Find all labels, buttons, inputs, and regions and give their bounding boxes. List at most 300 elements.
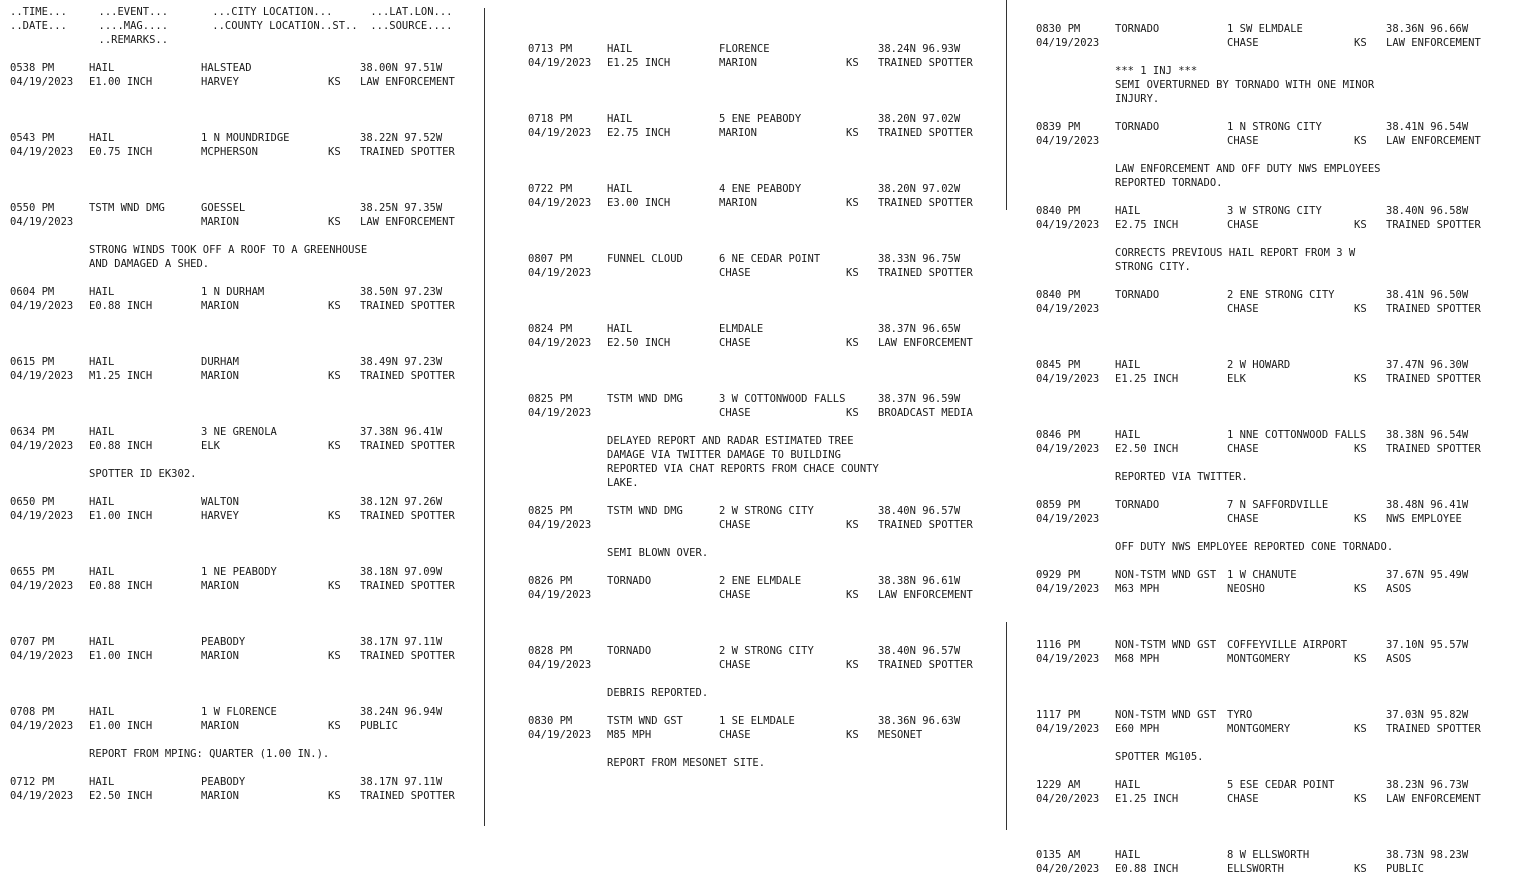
report-time: 0722 PM	[528, 183, 573, 195]
report-event: TSTM WND GST	[607, 715, 683, 727]
report-source: ASOS	[1386, 583, 1412, 595]
report-city-location: 1 N DURHAM	[201, 286, 265, 298]
report-city-location: 1 SW ELMDALE	[1227, 23, 1303, 35]
report-latlon: 37.67N 95.49W	[1386, 569, 1469, 581]
storm-report-entry	[10, 495, 480, 535]
report-remark-line: STRONG CITY.	[1115, 261, 1191, 273]
report-date: 04/19/2023	[10, 790, 74, 802]
report-magnitude: E2.75 INCH	[607, 127, 671, 139]
report-magnitude: E0.88 INCH	[1115, 863, 1179, 875]
report-county: CHASE	[719, 267, 751, 279]
report-magnitude: E1.00 INCH	[89, 650, 153, 662]
report-latlon: 37.03N 95.82W	[1386, 709, 1469, 721]
report-county: ELK	[201, 440, 220, 452]
report-date: 04/19/2023	[528, 519, 592, 531]
report-source: PUBLIC	[360, 720, 398, 732]
report-time: 0718 PM	[528, 113, 573, 125]
report-time: 0828 PM	[528, 645, 573, 657]
report-remark-line: AND DAMAGED A SHED.	[89, 258, 210, 270]
report-date: 04/19/2023	[528, 267, 592, 279]
report-source: TRAINED SPOTTER	[1386, 303, 1481, 315]
report-state: KS	[328, 370, 341, 382]
report-state: KS	[1354, 135, 1367, 147]
report-city-location: ELMDALE	[719, 323, 764, 335]
report-magnitude: E0.88 INCH	[89, 440, 153, 452]
report-time: 0707 PM	[10, 636, 55, 648]
report-magnitude: E1.00 INCH	[89, 720, 153, 732]
report-time: 0655 PM	[10, 566, 55, 578]
report-city-location: 1 SE ELMDALE	[719, 715, 795, 727]
storm-report-entry	[1036, 428, 1506, 483]
report-date: 04/19/2023	[1036, 443, 1100, 455]
report-date: 04/19/2023	[528, 659, 592, 671]
storm-report-entry	[528, 714, 998, 769]
report-state: KS	[328, 510, 341, 522]
report-event: HAIL	[607, 183, 633, 195]
report-source: TRAINED SPOTTER	[360, 510, 455, 522]
report-magnitude: E0.88 INCH	[89, 580, 153, 592]
report-city-location: COFFEYVILLE AIRPORT	[1227, 639, 1348, 651]
report-city-location: PEABODY	[201, 776, 246, 788]
report-date: 04/19/2023	[528, 127, 592, 139]
report-date: 04/19/2023	[528, 197, 592, 209]
report-magnitude: M68 MPH	[1115, 653, 1160, 665]
report-state: KS	[846, 267, 859, 279]
report-county: CHASE	[1227, 443, 1259, 455]
report-date: 04/19/2023	[1036, 373, 1100, 385]
report-source: LAW ENFORCEMENT	[1386, 793, 1481, 805]
storm-report-entry	[1036, 120, 1506, 189]
report-event: HAIL	[607, 323, 633, 335]
storm-report-entry	[10, 425, 480, 480]
report-date: 04/19/2023	[528, 337, 592, 349]
report-date: 04/19/2023	[1036, 303, 1100, 315]
report-remark-line: SEMI BLOWN OVER.	[607, 547, 709, 559]
report-county: ELK	[1227, 373, 1246, 385]
report-event: NON-TSTM WND GST	[1115, 709, 1217, 721]
report-time: 0713 PM	[528, 43, 573, 55]
report-source: TRAINED SPOTTER	[878, 127, 973, 139]
report-remark-line: *** 1 INJ ***	[1115, 65, 1198, 77]
storm-report-entry	[10, 705, 480, 760]
report-date: 04/19/2023	[10, 146, 74, 158]
report-magnitude: E1.00 INCH	[89, 76, 153, 88]
report-city-location: 5 ENE PEABODY	[719, 113, 802, 125]
storm-report-entry	[1036, 848, 1506, 888]
report-state: KS	[846, 729, 859, 741]
report-source: LAW ENFORCEMENT	[878, 337, 973, 349]
report-latlon: 38.41N 96.54W	[1386, 121, 1469, 133]
report-source: TRAINED SPOTTER	[878, 57, 973, 69]
report-event: TORNADO	[607, 575, 652, 587]
report-county: CHASE	[1227, 793, 1259, 805]
report-latlon: 38.20N 97.02W	[878, 183, 961, 195]
report-latlon: 38.25N 97.35W	[360, 202, 443, 214]
report-source: PUBLIC	[1386, 863, 1424, 875]
report-state: KS	[846, 407, 859, 419]
report-source: MESONET	[878, 729, 923, 741]
report-date: 04/19/2023	[1036, 723, 1100, 735]
report-remark-line: DEBRIS REPORTED.	[607, 687, 709, 699]
report-latlon: 37.10N 95.57W	[1386, 639, 1469, 651]
report-city-location: 2 ENE ELMDALE	[719, 575, 802, 587]
storm-report-entry	[10, 635, 480, 675]
report-time: 1117 PM	[1036, 709, 1081, 721]
storm-report-entry	[528, 182, 998, 222]
report-state: KS	[846, 57, 859, 69]
report-latlon: 38.36N 96.63W	[878, 715, 961, 727]
report-time: 0543 PM	[10, 132, 55, 144]
report-county: MARION	[719, 57, 757, 69]
report-source: TRAINED SPOTTER	[360, 650, 455, 662]
report-date: 04/19/2023	[1036, 37, 1100, 49]
report-source: NWS EMPLOYEE	[1386, 513, 1462, 525]
report-county: MARION	[719, 197, 757, 209]
storm-report-entry	[1036, 708, 1506, 763]
report-date: 04/19/2023	[10, 440, 74, 452]
report-latlon: 37.47N 96.30W	[1386, 359, 1469, 371]
report-event: HAIL	[1115, 359, 1141, 371]
storm-report-entry	[1036, 638, 1506, 678]
report-latlon: 38.22N 97.52W	[360, 132, 443, 144]
report-remark-line: DELAYED REPORT AND RADAR ESTIMATED TREE	[607, 435, 854, 447]
report-city-location: 2 W STRONG CITY	[719, 505, 814, 517]
report-time: 0845 PM	[1036, 359, 1081, 371]
report-source: LAW ENFORCEMENT	[1386, 135, 1481, 147]
report-state: KS	[1354, 513, 1367, 525]
report-city-location: 2 W HOWARD	[1227, 359, 1291, 371]
report-city-location: 1 N STRONG CITY	[1227, 121, 1322, 133]
report-state: KS	[328, 580, 341, 592]
report-latlon: 38.00N 97.51W	[360, 62, 443, 74]
report-date: 04/19/2023	[10, 300, 74, 312]
report-county: CHASE	[1227, 513, 1259, 525]
report-county: CHASE	[719, 337, 751, 349]
report-state: KS	[1354, 219, 1367, 231]
report-date: 04/19/2023	[528, 729, 592, 741]
report-county: MCPHERSON	[201, 146, 258, 158]
report-event: HAIL	[1115, 205, 1141, 217]
report-time: 0859 PM	[1036, 499, 1081, 511]
report-latlon: 38.40N 96.58W	[1386, 205, 1469, 217]
report-county: HARVEY	[201, 510, 239, 522]
report-state: KS	[328, 720, 341, 732]
report-date: 04/19/2023	[10, 650, 74, 662]
storm-report-entry	[528, 574, 998, 614]
report-state: KS	[1354, 443, 1367, 455]
report-city-location: 2 W STRONG CITY	[719, 645, 814, 657]
report-source: TRAINED SPOTTER	[878, 197, 973, 209]
report-state: KS	[328, 790, 341, 802]
report-date: 04/19/2023	[1036, 583, 1100, 595]
report-time: 0825 PM	[528, 393, 573, 405]
report-date: 04/19/2023	[528, 589, 592, 601]
report-source: LAW ENFORCEMENT	[1386, 37, 1481, 49]
report-time: 0824 PM	[528, 323, 573, 335]
report-city-location: 1 W FLORENCE	[201, 706, 277, 718]
report-source: LAW ENFORCEMENT	[360, 216, 455, 228]
report-event: NON-TSTM WND GST	[1115, 639, 1217, 651]
report-source: LAW ENFORCEMENT	[878, 589, 973, 601]
report-time: 0929 PM	[1036, 569, 1081, 581]
report-time: 0826 PM	[528, 575, 573, 587]
report-date: 04/19/2023	[10, 370, 74, 382]
report-event: TSTM WND DMG	[607, 505, 683, 517]
report-magnitude: M63 MPH	[1115, 583, 1160, 595]
report-city-location: 7 N SAFFORDVILLE	[1227, 499, 1329, 511]
report-time: 0615 PM	[10, 356, 55, 368]
report-city-location: 3 NE GRENOLA	[201, 426, 277, 438]
report-county: CHASE	[719, 729, 751, 741]
report-county: MARION	[201, 650, 239, 662]
report-latlon: 38.48N 96.41W	[1386, 499, 1469, 511]
report-state: KS	[846, 659, 859, 671]
report-event: HAIL	[89, 706, 115, 718]
storm-report-entry	[528, 644, 998, 699]
report-event: TORNADO	[1115, 289, 1160, 301]
report-source: TRAINED SPOTTER	[878, 659, 973, 671]
storm-report-entry	[528, 392, 998, 489]
report-source: BROADCAST MEDIA	[878, 407, 973, 419]
report-state: KS	[328, 146, 341, 158]
report-latlon: 38.24N 96.93W	[878, 43, 961, 55]
report-source: TRAINED SPOTTER	[878, 519, 973, 531]
report-source: TRAINED SPOTTER	[1386, 443, 1481, 455]
report-county: CHASE	[719, 589, 751, 601]
report-magnitude: E2.50 INCH	[607, 337, 671, 349]
report-county: MARION	[719, 127, 757, 139]
report-city-location: DURHAM	[201, 356, 239, 368]
report-remark-line: REPORTED VIA TWITTER.	[1115, 471, 1248, 483]
report-remark-line: LAW ENFORCEMENT AND OFF DUTY NWS EMPLOYEES	[1115, 163, 1381, 175]
report-date: 04/19/2023	[10, 76, 74, 88]
report-latlon: 38.38N 96.61W	[878, 575, 961, 587]
report-date: 04/20/2023	[1036, 863, 1100, 875]
report-city-location: 1 NNE COTTONWOOD FALLS	[1227, 429, 1367, 441]
report-remark-line: REPORTED TORNADO.	[1115, 177, 1223, 189]
report-date: 04/19/2023	[10, 216, 74, 228]
report-event: NON-TSTM WND GST	[1115, 569, 1217, 581]
report-date: 04/19/2023	[1036, 219, 1100, 231]
report-remark-line: SPOTTER ID EK302.	[89, 468, 197, 480]
report-source: TRAINED SPOTTER	[360, 300, 455, 312]
report-magnitude: E1.00 INCH	[89, 510, 153, 522]
column-divider-2b	[1006, 622, 1007, 830]
report-magnitude: E3.00 INCH	[607, 197, 671, 209]
report-city-location: 6 NE CEDAR POINT	[719, 253, 821, 265]
report-city-location: TYRO	[1227, 709, 1253, 721]
report-event: TORNADO	[607, 645, 652, 657]
storm-report-entry	[1036, 778, 1506, 818]
storm-report-entry	[1036, 498, 1506, 553]
report-remark-line: REPORT FROM MPING: QUARTER (1.00 IN.).	[89, 748, 330, 760]
report-magnitude: E1.25 INCH	[607, 57, 671, 69]
report-latlon: 38.41N 96.50W	[1386, 289, 1469, 301]
report-event: HAIL	[607, 43, 633, 55]
report-time: 0650 PM	[10, 496, 55, 508]
report-time: 0604 PM	[10, 286, 55, 298]
report-event: HAIL	[89, 62, 115, 74]
report-source: TRAINED SPOTTER	[1386, 219, 1481, 231]
report-source: TRAINED SPOTTER	[360, 580, 455, 592]
report-state: KS	[846, 519, 859, 531]
storm-report-entry	[1036, 288, 1506, 328]
storm-report-entry	[528, 322, 998, 362]
report-time: 0825 PM	[528, 505, 573, 517]
report-event: HAIL	[1115, 429, 1141, 441]
report-remark-line: STRONG WINDS TOOK OFF A ROOF TO A GREENHOUSE	[89, 244, 368, 256]
report-county: HARVEY	[201, 76, 239, 88]
report-magnitude: E0.75 INCH	[89, 146, 153, 158]
report-latlon: 38.24N 96.94W	[360, 706, 443, 718]
report-magnitude: E0.88 INCH	[89, 300, 153, 312]
report-latlon: 38.18N 97.09W	[360, 566, 443, 578]
report-county: MARION	[201, 300, 239, 312]
report-latlon: 38.17N 97.11W	[360, 636, 443, 648]
report-county: CHASE	[719, 407, 751, 419]
report-county: CHASE	[1227, 303, 1259, 315]
report-magnitude: M1.25 INCH	[89, 370, 153, 382]
storm-report-entry	[1036, 22, 1506, 105]
report-event: TORNADO	[1115, 499, 1160, 511]
storm-report-entry	[1036, 204, 1506, 273]
report-source: TRAINED SPOTTER	[360, 790, 455, 802]
report-date: 04/19/2023	[1036, 135, 1100, 147]
report-latlon: 38.49N 97.23W	[360, 356, 443, 368]
report-time: 0634 PM	[10, 426, 55, 438]
report-city-location: 3 W COTTONWOOD FALLS	[719, 393, 846, 405]
report-state: KS	[1354, 863, 1367, 875]
report-time: 0708 PM	[10, 706, 55, 718]
storm-report-entry	[10, 61, 480, 101]
report-magnitude: E2.75 INCH	[1115, 219, 1179, 231]
storm-report-entry	[10, 131, 480, 171]
storm-report-entry	[10, 355, 480, 395]
report-state: KS	[1354, 723, 1367, 735]
report-city-location: GOESSEL	[201, 202, 246, 214]
column-divider-2	[1006, 0, 1007, 210]
header-line-2: ..DATE... ....MAG.... ..COUNTY LOCATION..ST.. ...SOURCE....	[10, 20, 453, 32]
header-line-1: ..TIME... ...EVENT... ...CITY LOCATION... ...LAT.LON...	[10, 6, 453, 18]
report-city-location: 5 ESE CEDAR POINT	[1227, 779, 1335, 791]
report-state: KS	[1354, 373, 1367, 385]
report-remark-line: DAMAGE VIA TWITTER DAMAGE TO BUILDING	[607, 449, 841, 461]
report-county: CHASE	[1227, 219, 1259, 231]
report-city-location: 1 W CHANUTE	[1227, 569, 1297, 581]
report-time: 0846 PM	[1036, 429, 1081, 441]
report-state: KS	[846, 589, 859, 601]
report-remark-line: REPORTED VIA CHAT REPORTS FROM CHACE COUNTY	[607, 463, 879, 475]
report-county: MONTGOMERY	[1227, 653, 1291, 665]
report-date: 04/20/2023	[1036, 793, 1100, 805]
report-city-location: 3 W STRONG CITY	[1227, 205, 1322, 217]
report-county: MARION	[201, 216, 239, 228]
report-county: CHASE	[1227, 135, 1259, 147]
header-line-3: ..REMARKS..	[10, 34, 169, 46]
report-source: LAW ENFORCEMENT	[360, 76, 455, 88]
report-city-location: WALTON	[201, 496, 239, 508]
report-event: FUNNEL CLOUD	[607, 253, 683, 265]
report-latlon: 38.12N 97.26W	[360, 496, 443, 508]
report-state: KS	[328, 300, 341, 312]
report-state: KS	[1354, 303, 1367, 315]
storm-report-entry	[10, 565, 480, 605]
report-state: KS	[1354, 653, 1367, 665]
report-source: TRAINED SPOTTER	[1386, 373, 1481, 385]
report-latlon: 38.37N 96.59W	[878, 393, 961, 405]
report-date: 04/19/2023	[10, 510, 74, 522]
report-county: MONTGOMERY	[1227, 723, 1291, 735]
report-event: HAIL	[607, 113, 633, 125]
storm-report-entry	[528, 112, 998, 152]
report-city-location: HALSTEAD	[201, 62, 252, 74]
report-remark-line: INJURY.	[1115, 93, 1160, 105]
report-latlon: 38.17N 97.11W	[360, 776, 443, 788]
report-latlon: 38.37N 96.65W	[878, 323, 961, 335]
report-event: HAIL	[1115, 849, 1141, 861]
report-latlon: 38.73N 98.23W	[1386, 849, 1469, 861]
report-date: 04/19/2023	[528, 407, 592, 419]
report-latlon: 38.38N 96.54W	[1386, 429, 1469, 441]
storm-report-entry	[1036, 568, 1506, 608]
report-time: 0830 PM	[528, 715, 573, 727]
report-city-location: 1 N MOUNDRIDGE	[201, 132, 290, 144]
report-time: 0712 PM	[10, 776, 55, 788]
report-magnitude: E2.50 INCH	[89, 790, 153, 802]
report-event: TORNADO	[1115, 23, 1160, 35]
report-event: HAIL	[89, 636, 115, 648]
report-county: MARION	[201, 370, 239, 382]
report-city-location: 8 W ELLSWORTH	[1227, 849, 1310, 861]
report-state: KS	[1354, 37, 1367, 49]
report-time: 0550 PM	[10, 202, 55, 214]
storm-report-entry	[528, 42, 998, 82]
report-time: 0807 PM	[528, 253, 573, 265]
report-county: CHASE	[719, 519, 751, 531]
report-remark-line: OFF DUTY NWS EMPLOYEE REPORTED CONE TORNADO.	[1115, 541, 1394, 553]
report-remark-line: SPOTTER MG105.	[1115, 751, 1204, 763]
report-county: MARION	[201, 790, 239, 802]
report-latlon: 38.36N 96.66W	[1386, 23, 1469, 35]
report-county: CHASE	[719, 659, 751, 671]
report-source: TRAINED SPOTTER	[360, 146, 455, 158]
report-source: TRAINED SPOTTER	[1386, 723, 1481, 735]
report-event: HAIL	[89, 132, 115, 144]
report-city-location: FLORENCE	[719, 43, 770, 55]
report-state: KS	[1354, 793, 1367, 805]
report-county: MARION	[201, 720, 239, 732]
report-state: KS	[1354, 583, 1367, 595]
report-time: 0538 PM	[10, 62, 55, 74]
report-city-location: 2 ENE STRONG CITY	[1227, 289, 1335, 301]
report-event: HAIL	[89, 566, 115, 578]
storm-report-entry	[10, 775, 480, 815]
report-city-location: 1 NE PEABODY	[201, 566, 277, 578]
report-magnitude: E1.25 INCH	[1115, 793, 1179, 805]
report-county: ELLSWORTH	[1227, 863, 1284, 875]
report-event: HAIL	[89, 356, 115, 368]
report-magnitude: M85 MPH	[607, 729, 652, 741]
report-event: TSTM WND DMG	[607, 393, 683, 405]
report-date: 04/19/2023	[1036, 653, 1100, 665]
report-magnitude: E1.25 INCH	[1115, 373, 1179, 385]
storm-report-entry	[528, 252, 998, 292]
report-event: HAIL	[1115, 779, 1141, 791]
report-remark-line: SEMI OVERTURNED BY TORNADO WITH ONE MINOR	[1115, 79, 1375, 91]
report-state: KS	[328, 216, 341, 228]
report-event: HAIL	[89, 286, 115, 298]
report-date: 04/19/2023	[10, 580, 74, 592]
